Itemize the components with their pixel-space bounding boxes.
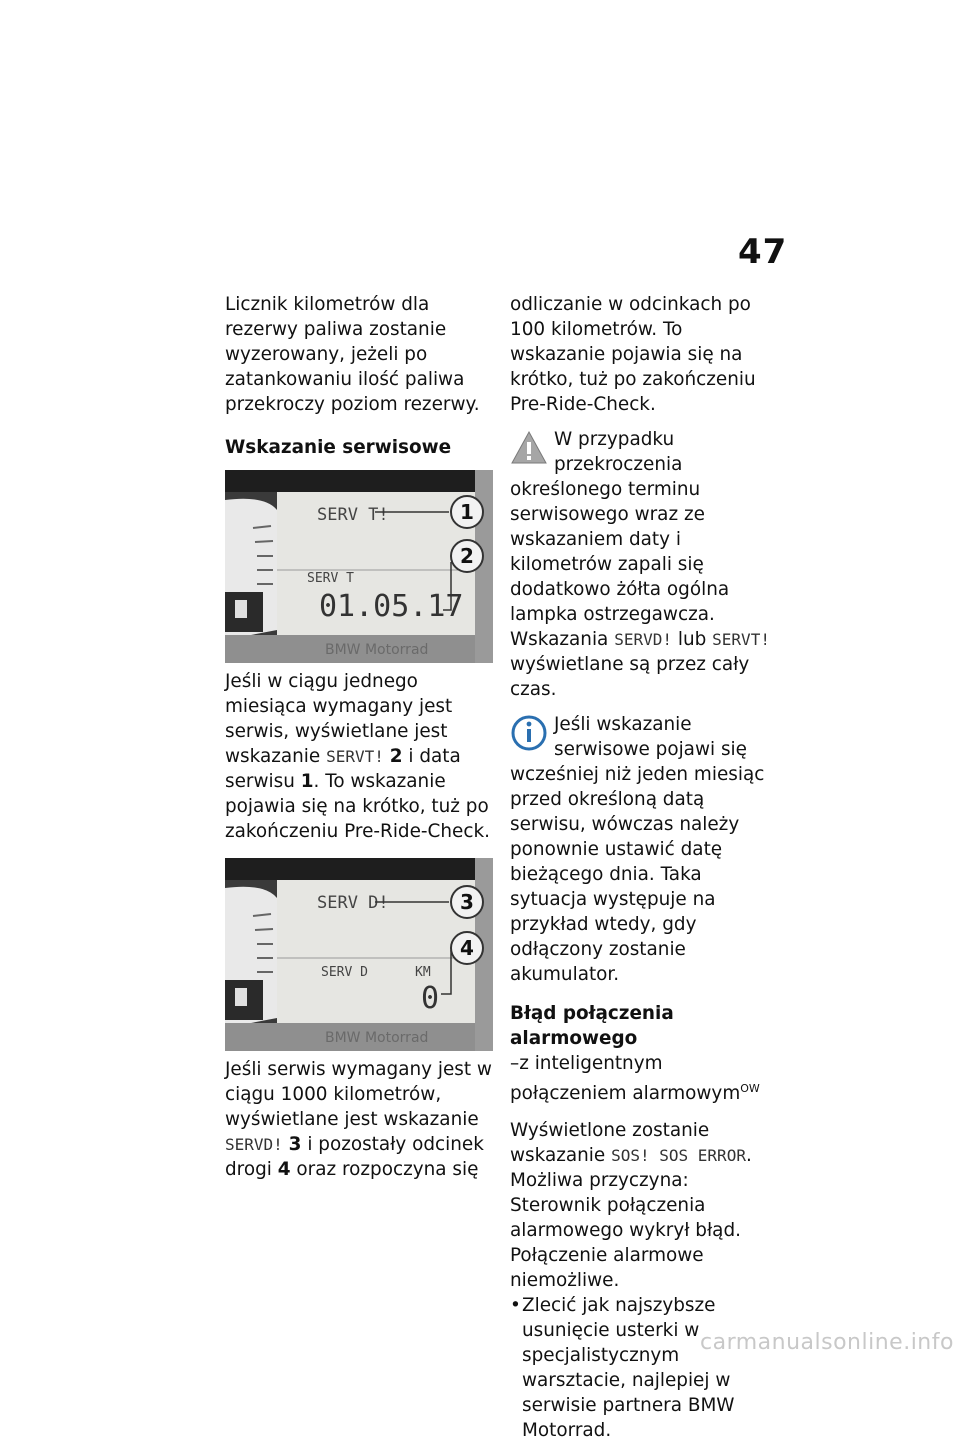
callout-2: 2	[460, 544, 474, 568]
left-column	[225, 292, 493, 1182]
section-heading-emergency: Błąd połączenia alarmowego	[510, 1003, 674, 1049]
service-display-figure-2	[225, 858, 493, 1051]
service-paragraph-2: Jeśli serwis wymagany jest w ciągu 1000 kilometrów, wyświetlane jest wskazanie SERVD! 3 i pozostały odcinek drogi 4 oraz rozpoczyna się	[225, 1059, 492, 1180]
info-icon	[510, 714, 548, 752]
page-number: 47	[738, 232, 788, 272]
callout-1: 1	[460, 500, 474, 524]
section-heading-service: Wskazanie serwisowe	[225, 437, 452, 458]
display-value-text: 0	[421, 981, 440, 1016]
code-servd: SERVD!	[614, 630, 672, 649]
display-date-text: 01.05.17	[319, 589, 464, 624]
service-display-figure-1	[225, 470, 493, 663]
display-top-text: SERV D!	[317, 893, 389, 913]
code-servt: SERVT!	[326, 747, 384, 766]
display-label-text: SERV D	[321, 965, 368, 980]
info-note: Jeśli wskazanie serwisowe pojawi się wcześniej niż jeden miesiąc przed określoną datą serwisu, wówczas należy ponownie ustawić datę bieżącego dnia. Taka sytuacja występuje na przykład wtedy, gdy odłączony zostanie akumulator.	[510, 714, 765, 985]
callout-3: 3	[460, 890, 474, 914]
right-column	[510, 292, 780, 1443]
display-unit-text: KM	[415, 965, 431, 980]
callout-4: 4	[460, 936, 474, 960]
brand-text: BMW Motorrad	[325, 1030, 429, 1046]
cause-label: Możliwa przyczyna:	[510, 1170, 689, 1192]
code-servd: SERVD!	[225, 1135, 283, 1154]
footer-watermark: carmanualsonline.info	[700, 1330, 954, 1355]
continuation-paragraph: odliczanie w odcinkach po 100 kilometrów. To wskazanie pojawia się na krótko, tuż po zakończeniu Pre-Ride-Check.	[510, 294, 756, 415]
warning-note: W przypadku przekroczenia określonego terminu serwisowego wraz ze wskazaniem daty i kilometrów zapali się dodatkowo żółta ogólna lampka ostrzegawcza. Wskazania SERVD! lub SERVT! wyświetlane są przez cały czas.	[510, 429, 770, 700]
bullet-marker: •	[510, 1295, 521, 1317]
emergency-message: Wyświetlone zostanie wskazanie SOS! SOS ERROR.	[510, 1120, 752, 1167]
action-bullet: • Zlecić jak najszybsze usunięcie usterki w specjalistycznym warsztacie, najlepiej w serwisie partnera BMW Motorrad.	[510, 1295, 735, 1442]
display-top-text: SERV T!	[317, 505, 389, 525]
brand-text: BMW Motorrad	[325, 642, 429, 658]
code-sos-error: SOS! SOS ERROR	[611, 1146, 746, 1166]
warning-triangle-icon	[510, 429, 548, 467]
cause-text: Sterownik połączenia alarmowego wykrył błąd. Połączenie alarmowe niemożliwe.	[510, 1195, 741, 1292]
subheading-emergency: –z inteligentnym połączeniem alarmowym$^{OW}$	[510, 1053, 760, 1105]
intro-paragraph: Licznik kilometrów dla rezerwy paliwa zostanie wyzerowany, jeżeli po zatankowaniu ilość paliwa przekroczy poziom rezerwy.	[225, 294, 480, 415]
display-label-text: SERV T	[307, 571, 354, 586]
service-paragraph-1: Jeśli w ciągu jednego miesiąca wymagany jest serwis, wyświetlane jest wskazanie SERVT! 2 i data serwisu 1. To wskazanie pojawia się na krótko, tuż po zakończeniu Pre-Ride-Check.	[225, 671, 490, 842]
code-servt: SERVT!	[712, 630, 770, 649]
